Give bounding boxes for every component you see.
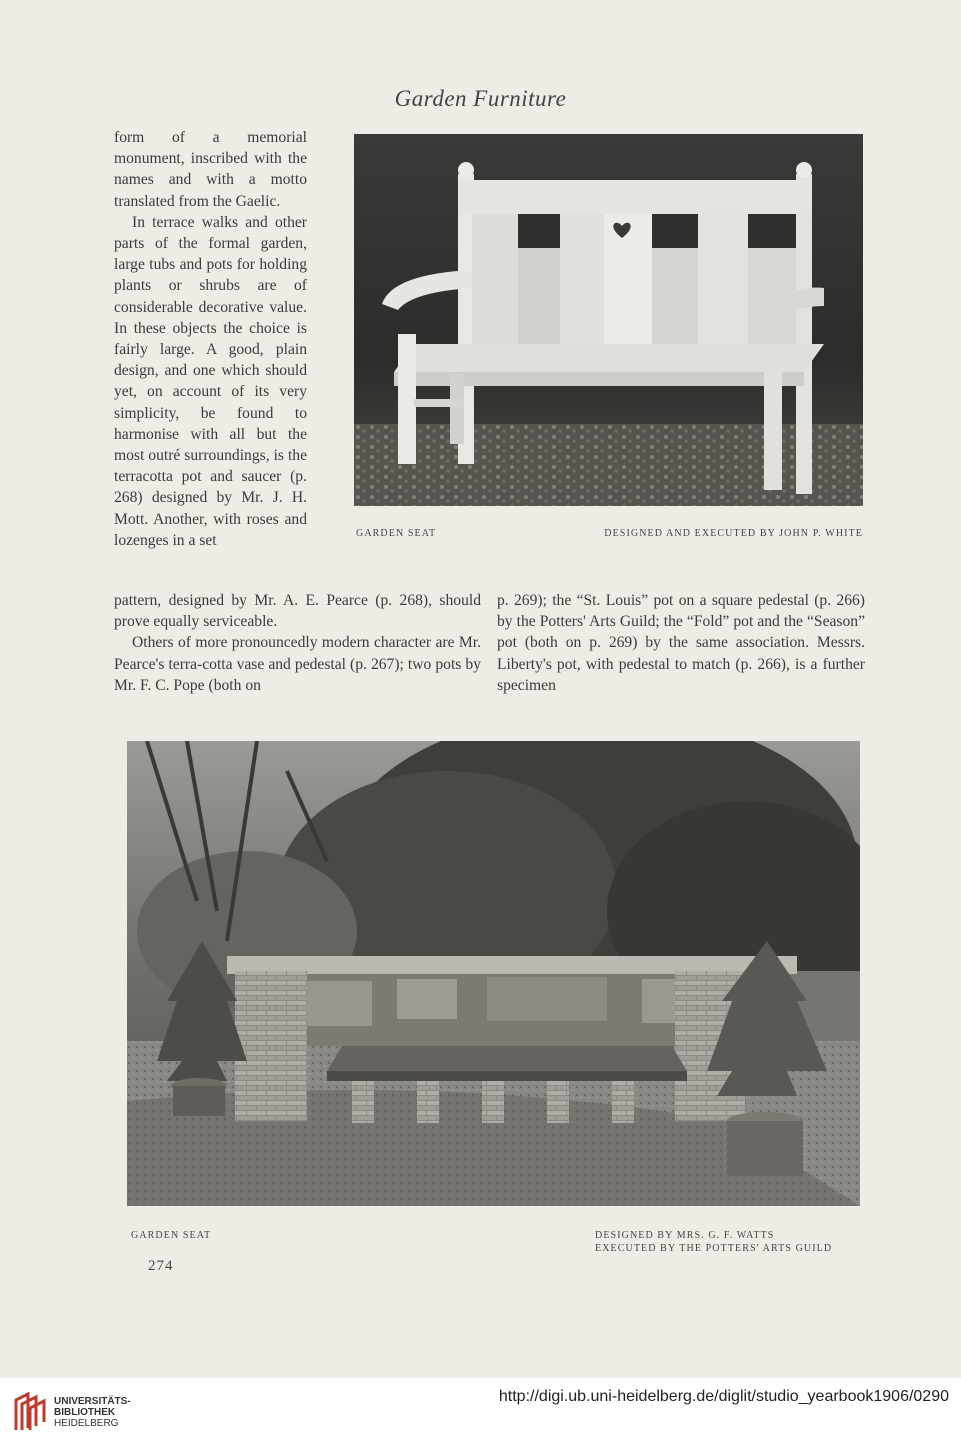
garden-seat-photo-2 [127,741,860,1206]
paragraph: p. 269); the “St. Louis” pot on a square pedestal (p. 266) by the Potters' Arts Guild; the “Fold” pot and the “Season” pot (both on p. 269) by the same association. Messrs. Liberty's pot, with pedestal to match (p. 266), is a further specimen [497,592,865,694]
library-footer [0,1378,961,1447]
left-column-text [114,127,307,551]
figure-1-caption-left: GARDEN SEAT [356,528,437,539]
source-url-link[interactable]: http://digi.ub.uni-heidelberg.de/diglit/studio_yearbook1906/0290 [498,1388,949,1405]
paragraph: form of a memorial monument, inscribed with the names and with a motto translated from the Gaelic. [114,129,307,210]
library-line-1: UNIVERSITÄTS- [54,1396,131,1407]
running-head: Garden Furniture [394,86,567,111]
library-line-2: BIBLIOTHEK [54,1407,116,1418]
university-library-logo-icon [12,1392,48,1432]
figure-2-caption-left: GARDEN SEAT [131,1230,212,1241]
paragraph: In terrace walks and other parts of the formal garden, large tubs and pots for holding plants or shrubs are of considerable decorative value. In these objects the choice is fairly large. A good, plain design, and one which should yet, on account of its very simplicity, be found to harmonise with all but the most outré surroundings, is the terracotta pot and saucer (p. 268) designed by Mr. J. H. Mott. Another, with roses and lozenges in a set [114,213,307,549]
text-column-left [114,590,481,696]
caption-executed-by: EXECUTED BY THE POTTERS' ARTS GUILD [595,1243,833,1254]
caption-designed-by: DESIGNED BY MRS. G. F. WATTS [595,1230,775,1241]
text-column-right [497,590,865,696]
paragraph: pattern, designed by Mr. A. E. Pearce (p. 268), should prove equally serviceable. [114,592,481,631]
library-name [54,1396,131,1429]
garden-seat-photo-1 [354,134,863,506]
bench-illustration [354,134,863,506]
figure-2-caption-right [520,1230,863,1254]
brick-seat-illustration [127,741,860,1206]
library-line-3: HEIDELBERG [54,1418,119,1429]
figure-1-caption-right: DESIGNED AND EXECUTED BY JOHN P. WHITE [604,528,863,539]
paragraph: Others of more pronouncedly modern character are Mr. Pearce's terra-cotta vase and pedestal (p. 267); two pots by Mr. F. C. Pope (both on [114,634,481,694]
page-number: 274 [148,1258,174,1274]
